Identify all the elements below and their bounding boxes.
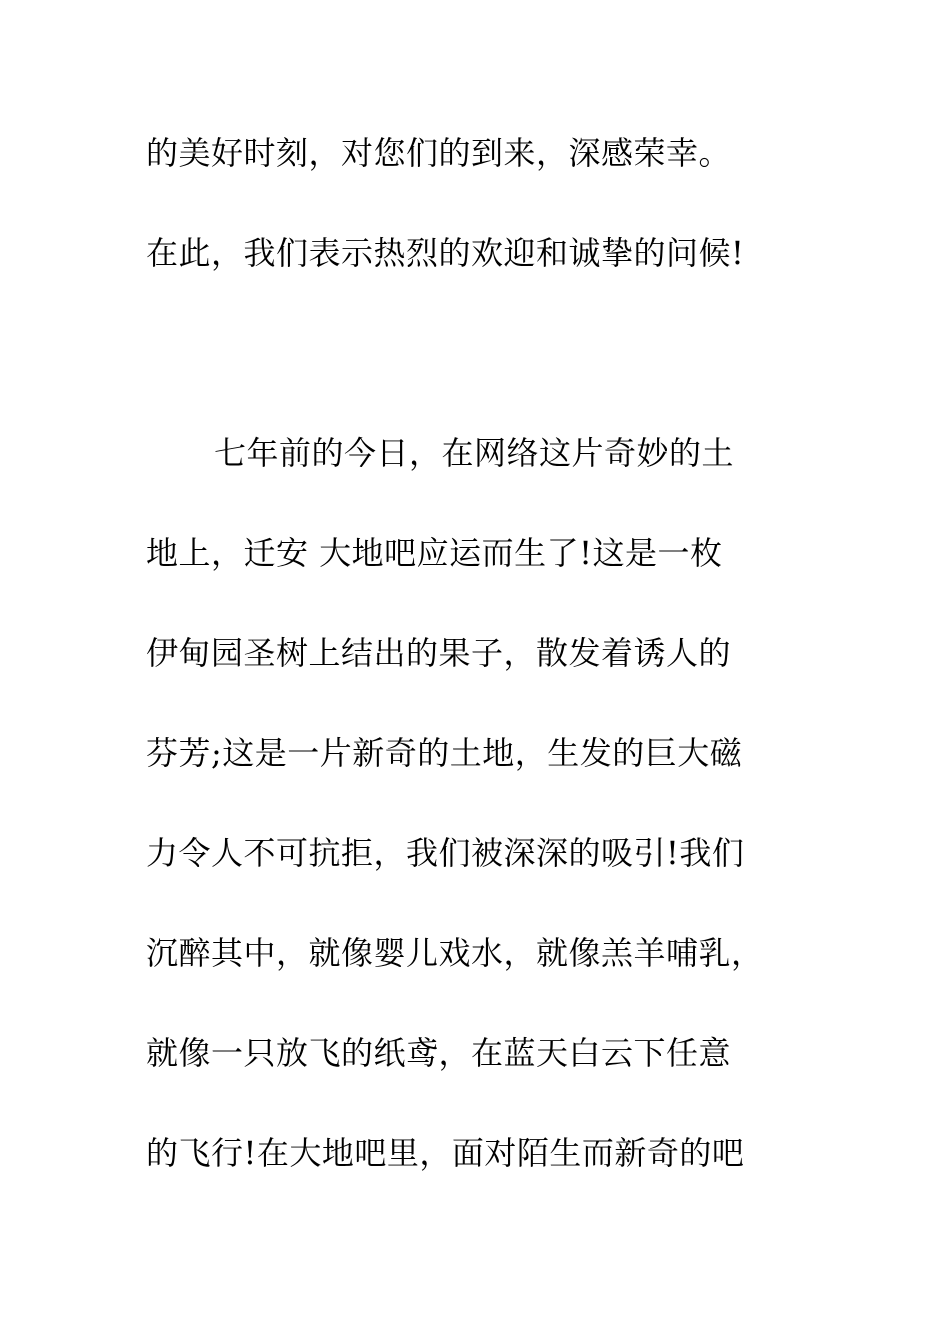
paragraph-2-line-7: 就像一只放飞的纸鸢，在蓝天白云下任意 bbox=[146, 1034, 732, 1072]
paragraph-2-line-1: 七年前的今日，在网络这片奇妙的土 bbox=[214, 434, 735, 472]
paragraph-1-line-2: 在此，我们表示热烈的欢迎和诚挚的问候! bbox=[146, 234, 745, 272]
paragraph-2-line-8: 的飞行!在大地吧里，面对陌生而新奇的吧 bbox=[146, 1134, 745, 1172]
paragraph-2-line-6: 沉醉其中，就像婴儿戏水，就像羔羊哺乳， bbox=[146, 934, 764, 972]
paragraph-1-line-1: 的美好时刻，对您们的到来，深感荣幸。 bbox=[146, 134, 732, 172]
paragraph-2-line-5: 力令人不可抗拒，我们被深深的吸引!我们 bbox=[146, 834, 745, 872]
paragraph-2-line-2: 地上，迁安 大地吧应运而生了!这是一枚 bbox=[146, 534, 723, 572]
paragraph-2-line-4: 芬芳;这是一片新奇的土地，生发的巨大磁 bbox=[146, 734, 743, 772]
paragraph-2-line-3: 伊甸园圣树上结出的果子，散发着诱人的 bbox=[146, 634, 732, 672]
